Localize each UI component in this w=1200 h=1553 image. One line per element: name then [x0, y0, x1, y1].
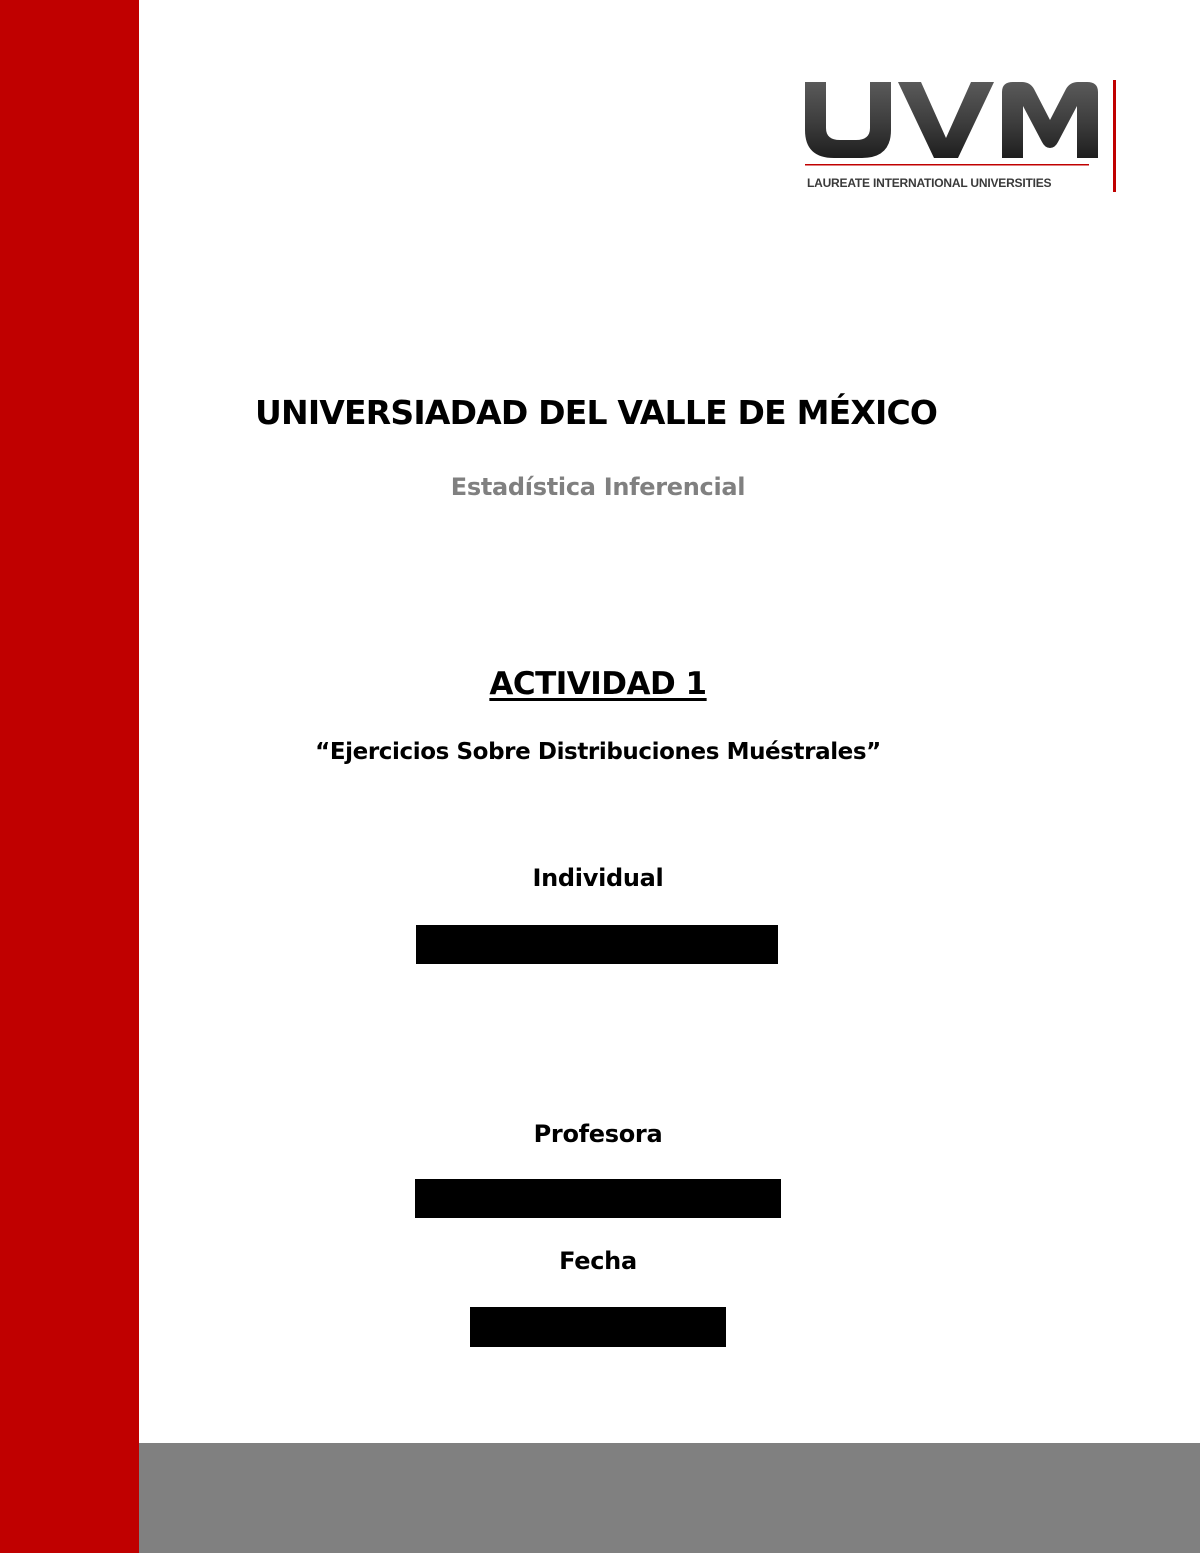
mode-label: Individual	[532, 864, 664, 892]
logo-tagline: LAUREATE INTERNATIONAL UNIVERSITIES	[807, 176, 1052, 190]
redacted-student-name	[416, 925, 778, 964]
professor-label: Profesora	[533, 1120, 663, 1148]
university-name: UNIVERSIADAD DEL VALLE DE MÉXICO	[255, 393, 938, 432]
left-red-band	[0, 0, 139, 1553]
activity-heading: ACTIVIDAD 1	[489, 666, 707, 702]
subject-name: Estadística Inferencial	[450, 473, 746, 501]
uvm-logo	[800, 76, 1122, 198]
date-label: Fecha	[559, 1247, 637, 1275]
redacted-date	[470, 1307, 726, 1347]
bottom-gray-band	[139, 1443, 1200, 1553]
activity-title: “Ejercicios Sobre Distribuciones Muéstrales”	[315, 739, 881, 765]
redacted-professor-name	[415, 1179, 781, 1218]
